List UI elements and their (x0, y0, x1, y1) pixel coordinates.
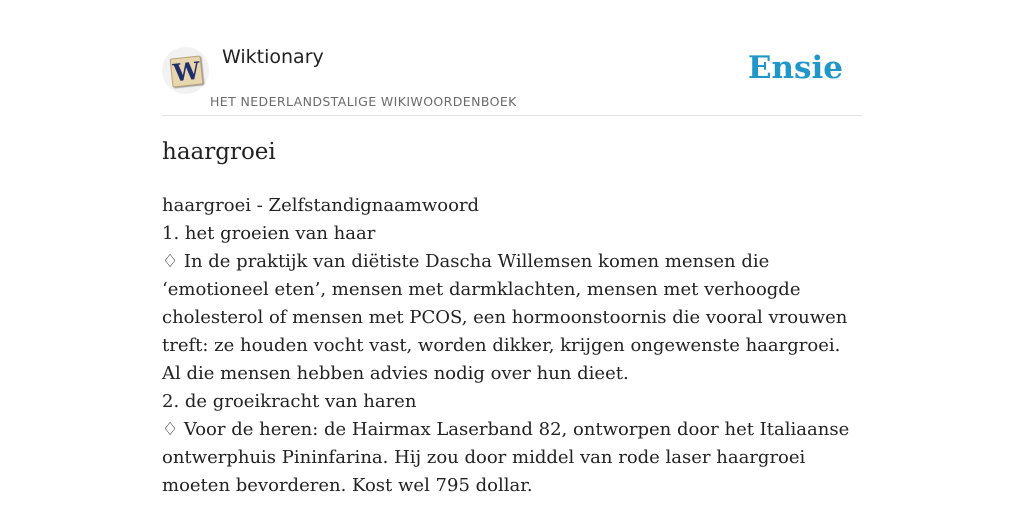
wiktionary-logo-icon[interactable] (162, 47, 209, 94)
logo-tile: W (170, 55, 204, 87)
sense-1-example: ♢ In de praktijk van diëtiste Dascha Willemsen komen mensen die ‘emotioneel eten’, mensen met darmklachten, mensen met verhoogde cholesterol of mensen met PCOS, een hormoonstoornis die vooral vrouwen treft: ze houden vocht vast, worden dikker, krijgen ongewenste haargroei. Al die mensen hebben advies nodig over hun dieet. (162, 251, 848, 384)
site-title[interactable]: Wiktionary (222, 46, 324, 68)
ensie-brand-link[interactable]: Ensie (747, 50, 843, 86)
site-header (162, 40, 862, 116)
sense-2-example: ♢ Voor de heren: de Hairmax Laserband 82, ontworpen door het Italiaanse ontwerphuis Pininfarina. Hij zou door middel van rode laser haargroei moeten bevorderen. Kost wel 795 dollar. (162, 419, 850, 496)
sense-1-definition: 1. het groeien van haar (162, 223, 376, 244)
headword-line: haargroei - Zelfstandignaamwoord (162, 195, 480, 216)
sense-2-definition: 2. de groeikracht van haren (162, 391, 417, 412)
entry-content (162, 192, 862, 500)
page-title: haargroei (162, 139, 276, 165)
site-subtitle: HET NEDERLANDSTALIGE WIKIWOORDENBOEK (210, 94, 517, 109)
